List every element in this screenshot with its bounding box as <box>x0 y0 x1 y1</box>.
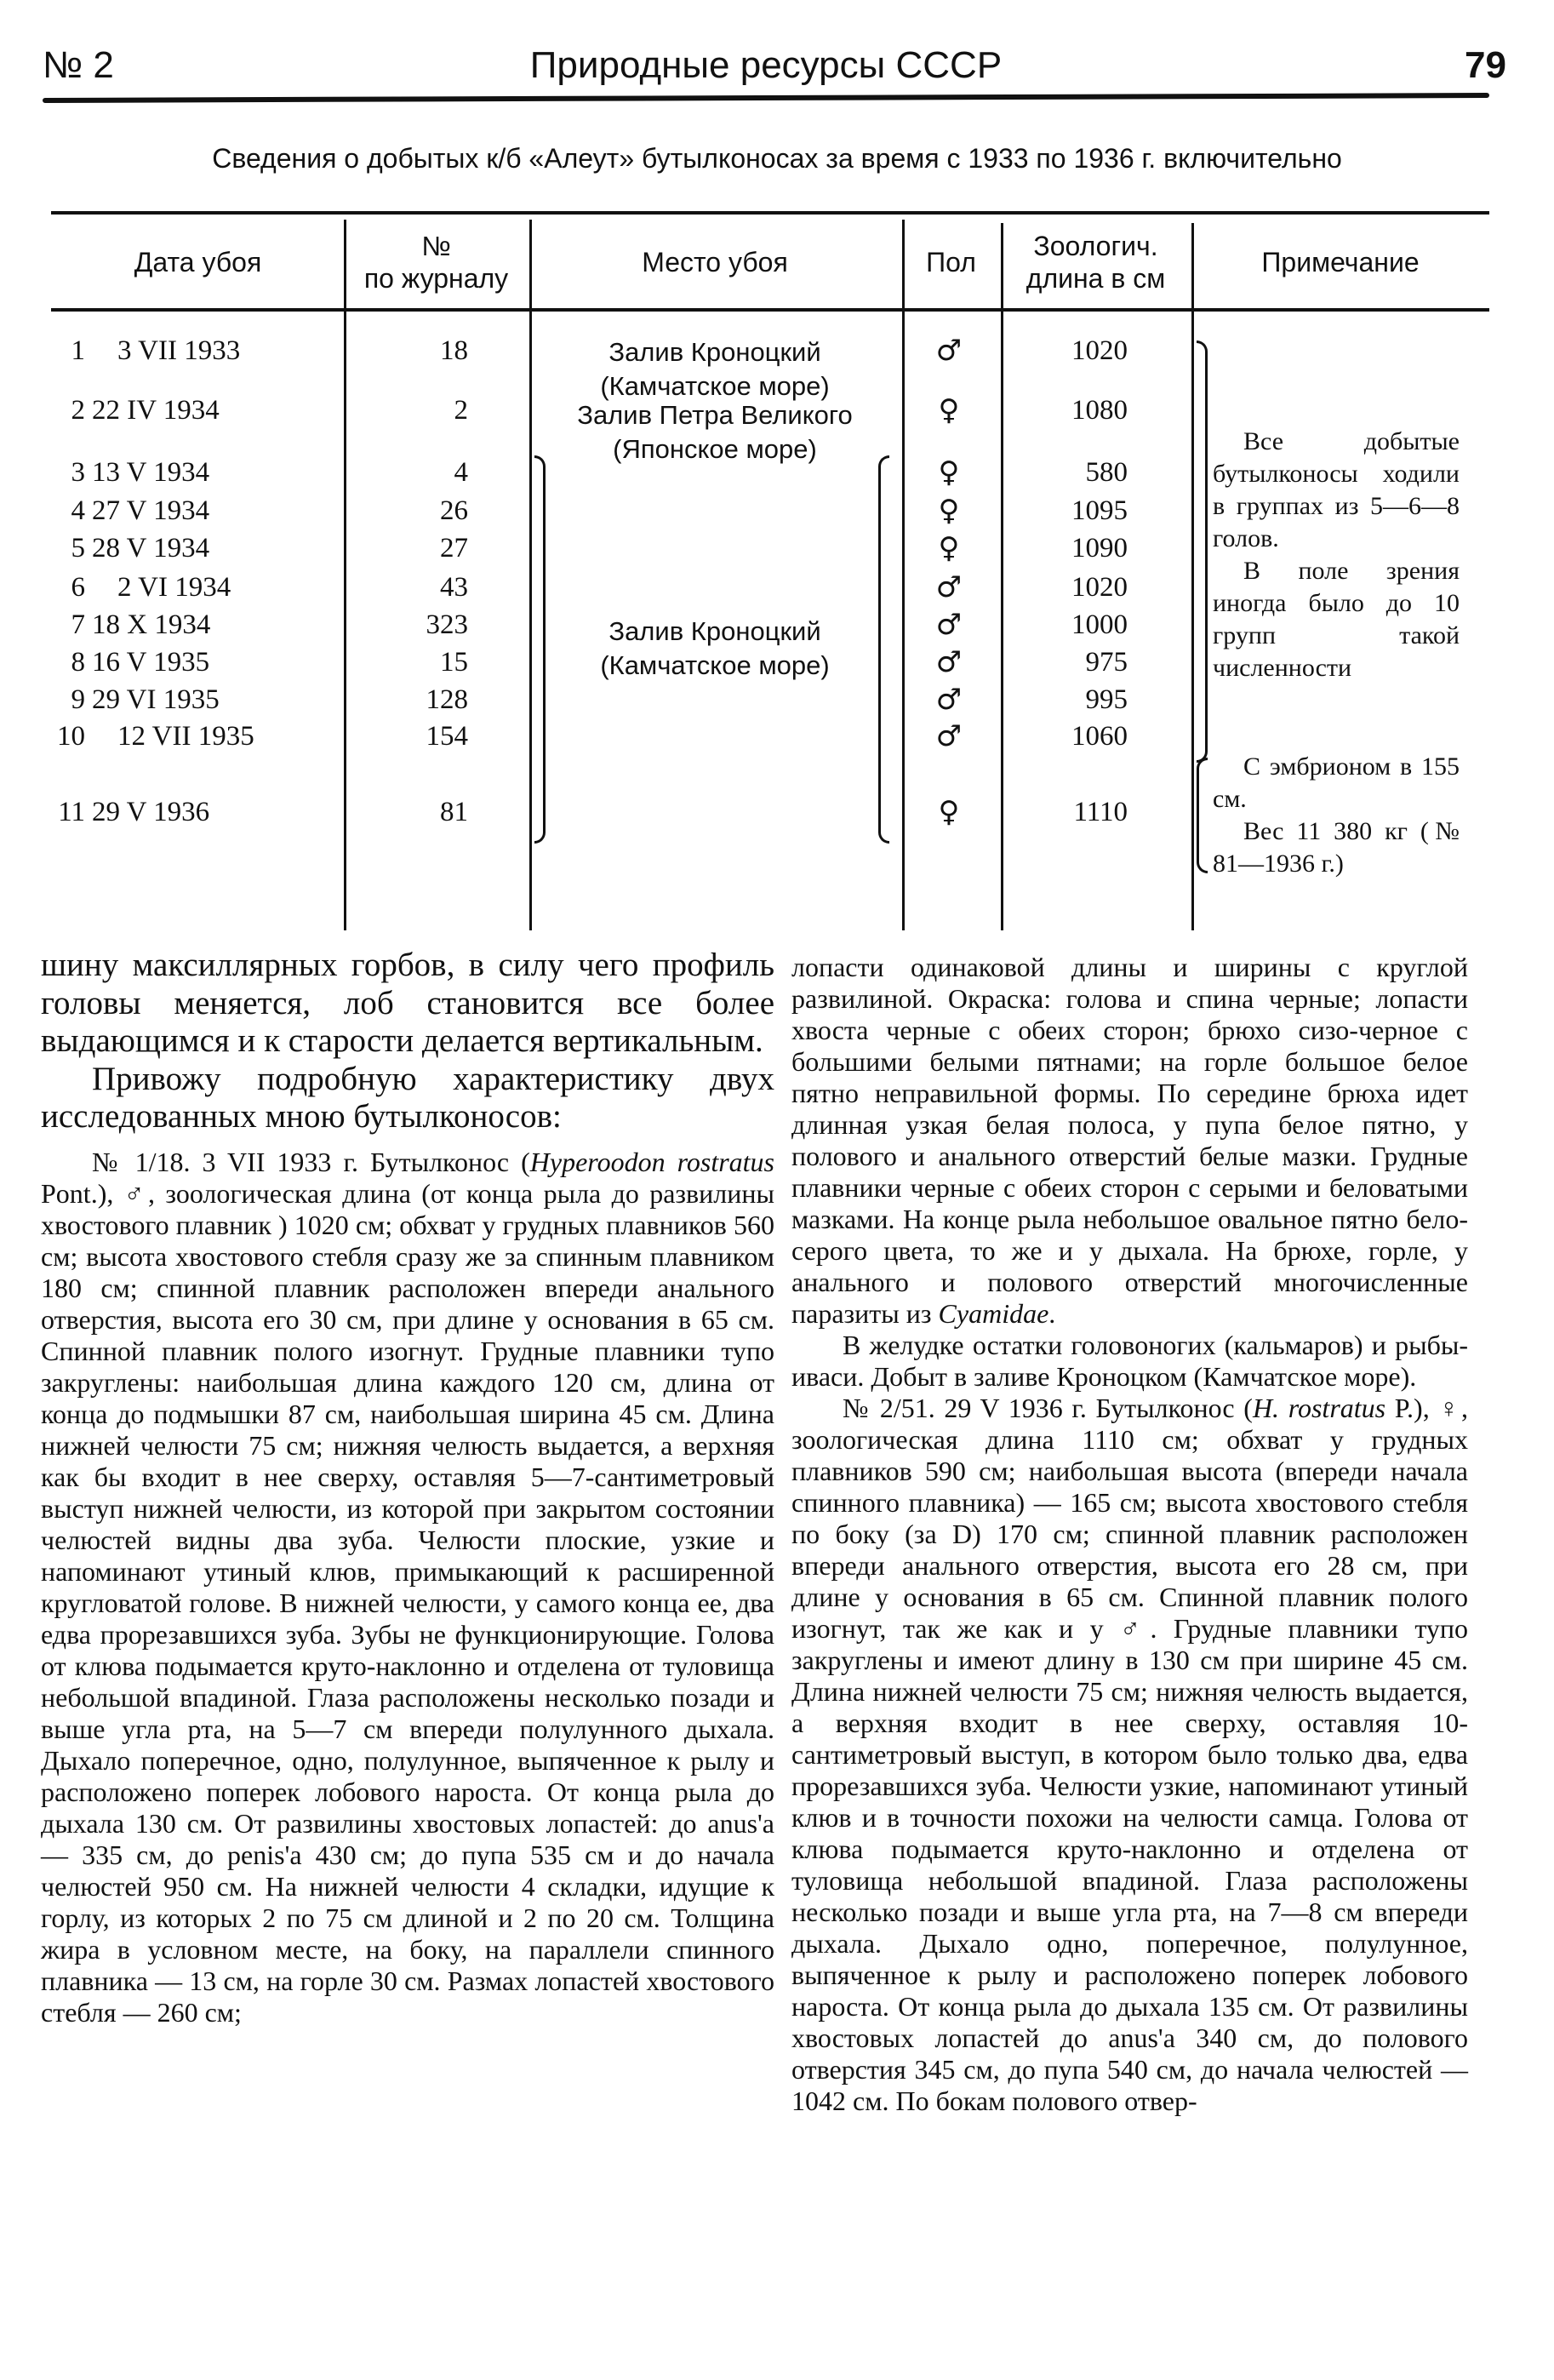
row-date: 2 VI 1934 <box>117 572 231 603</box>
row-date: 22 IV 1934 <box>92 395 220 426</box>
row-length: 975 <box>1085 647 1128 678</box>
row-sex: ♀ <box>938 795 960 829</box>
row-date: 12 VII 1935 <box>117 721 254 752</box>
row-length: 1090 <box>1071 533 1128 564</box>
col-header-date-label: Дата убоя <box>134 247 262 277</box>
text-run: № 1/18. 3 VII 1933 г. Бутылконос ( <box>92 1146 530 1177</box>
row-sex: ♀ <box>938 531 960 565</box>
row-number: 10 <box>57 721 85 752</box>
col-header-journal-sub: по журналу <box>363 263 509 294</box>
note-last-p1: С эмбрионом в 155 см. <box>1213 752 1460 813</box>
row-journal: 81 <box>440 797 468 827</box>
row-length: 1000 <box>1071 609 1128 640</box>
row-journal: 323 <box>426 609 468 640</box>
row-number: 4 <box>71 495 85 526</box>
note-last-brace <box>1197 758 1208 873</box>
row-number: 3 <box>71 457 85 488</box>
row-journal: 26 <box>440 495 468 526</box>
place-group-line1: Залив Кроноцкий <box>608 616 821 646</box>
col-header-length <box>1000 220 1191 305</box>
col-header-note-label: Примечание <box>1261 247 1420 277</box>
row-number: 7 <box>71 609 85 640</box>
paragraph <box>791 952 1468 1330</box>
text-run: . <box>1048 1298 1056 1329</box>
row-journal: 2 <box>454 395 468 426</box>
row-length: 580 <box>1085 457 1128 488</box>
row-length: 1020 <box>1071 572 1128 603</box>
col-header-length-2: длина в см <box>1026 263 1166 294</box>
place-row-2 <box>536 398 894 466</box>
row-date: 29 V 1936 <box>92 797 210 827</box>
text-run: лопасти одинаковой длины и ширины с круглой развилиной. Окраска: голова и спина черные; лопасти хвоста черные с обеих сторон; брюхо сизо-черное с большими белыми пятнами; на горле большое белое пятно неправильной формы. По середине брюха идет длинная узкая белая полоса, у пупа белое пятно, у полового и анального отверстий белые мазки. Грудные плавники черные с обеих сторон с серыми и беловатыми мазками. На конце рыла небольшое овальное пятно бело-серого цвета, то же и у дыхала. На брюхе, горле, у анального и полового отверстий многочисленные паразиты из <box>791 952 1468 1329</box>
text-run: P.), ♀, зоологическая длина 1110 см; обхват у грудных плавников 590 см; наибольшая высота (впереди начала спинного плавника) — 165 см; высота хвостового стебля по боку (за D) 170 см; спинной плавник расположен впереди анального отверстия, высота его 28 см, при длине у основания в 65 см. Спинной плавник полого изогнут, так же как и у ♂. Грудные плавники тупо закруглены и имеют длину в 130 см при ширине 45 см. Длина нижней челюсти 75 см; нижняя челюсть выдается, а верхняя входит в нее сверху, оставляя 10-сантиметровый выступ, в котором было только два, едва прорезавшихся зуба. Челюсти узкие, напоминают утиный клюв и в точности похожи на челюсти самца. Голова от клюва подымается круто-наклонно и отделена от туловища небольшой впадиной. Глаза расположены несколько позади и выше угла рта, на 7—8 см впереди дыхала. Дыхало одно, поперечное, полулунное, выпяченное к рылу и расположено поперек лобового нароста. От конца рыла до дыхала 135 см. От развилины хвостовых лопастей до anus'а 340 см, до полового отверстия 345 см, до пупа 540 см, до начала челюстей — 1042 см. По бокам полового отвер- <box>791 1393 1469 2116</box>
journal-title: Природные ресурсы СССР <box>529 44 1003 86</box>
issue-number: № 2 <box>43 44 114 86</box>
row-journal: 18 <box>440 335 468 366</box>
left-brace <box>534 455 546 844</box>
latin-name: H. rostratus <box>1252 1393 1386 1423</box>
note-group-p1: Все добытые бутылконосы ходили в группах из 5—6—8 голов. <box>1213 427 1460 552</box>
place-row-1-line1: Залив Кроноцкий <box>608 337 821 367</box>
row-journal: 4 <box>454 457 468 488</box>
note-group <box>1213 426 1460 684</box>
col-divider <box>1001 223 1003 930</box>
right-brace <box>878 455 889 844</box>
body-left-column <box>41 947 774 2028</box>
col-divider <box>529 220 532 930</box>
row-date: 16 V 1935 <box>92 647 210 678</box>
table-title: Сведения о добытых к/б «Алеут» бутылконосах за время с 1933 по 1936 г. включительно <box>212 143 1342 174</box>
row-journal: 15 <box>440 647 468 678</box>
note-brace <box>1197 340 1208 763</box>
text-run: Pont.), ♂, зоологическая длина (от конца рыла до развилины хвостового плавник ) 1020 см; обхват у грудных плавников 560 см; высота хвостового стебля сразу же за спинным плавником 180 см; спинной плавник расположен впереди анального отверстия, высота его 30 см, при длине у основания в 65 см. Спинной плавник полого изогнут. Грудные плавники тупо закруглены: наибольшая длина каждого 120 см, длина от конца до подмышки 87 см, наибольшая ширина 45 см. Длина нижней челюсти 75 см; нижняя челюсть выдается, а верхняя как бы входит в нее сверху, оставляя 5—7-сантиметровый выступ нижней челюсти, из которой при закрытом состоянии челюстей видны два зуба. Челюсти плоские, узкие и напоминают утиный клюв, примыкающий к расширенной кругловатой голове. В нижней челюсти, у самого конца ее, два едва прорезавшихся зуба. Зубы не функционирующие. Голова от клюва подымается круто-наклонно и отделена от туловища небольшой впадиной. Глаза расположены несколько позади и выше угла рта, на 5—7 см впереди полулунного дыхала. Дыхало поперечное, одно, полулунное, выпяченное к рылу и расположено поперек лобового нароста. От конца рыла до дыхала 130 см. От развилины хвостовых лопастей: до anus'а — 335 см, до penis'а 430 см; до пупа 535 см и до начала челюстей 950 см. На нижней челюсти 4 складки, идущие к горлу, из которых 2 по 75 см длиной и 2 по 20 см. Толщина жира в условном месте, на боку, на параллели спинного плавника — 13 см, на горле 30 см. Размах лопастей хвостового стебля — 260 см; <box>41 1177 774 2028</box>
row-length: 1080 <box>1071 395 1128 426</box>
body-right-column <box>791 952 1468 2117</box>
row-date: 3 VII 1933 <box>117 335 241 366</box>
latin-name: Hyperoodon rostratus <box>529 1146 775 1177</box>
col-divider <box>1191 223 1194 930</box>
place-group-line2: (Камчатское море) <box>600 650 830 680</box>
table-header-rule <box>51 308 1489 312</box>
row-length: 1095 <box>1071 495 1128 526</box>
row-number: 5 <box>71 533 85 564</box>
place-row-1-line2: (Камчатское море) <box>600 371 830 401</box>
row-sex: ♂ <box>935 645 963 679</box>
text-run: № 2/51. 29 V 1936 г. Бутылконос ( <box>843 1393 1253 1423</box>
col-header-note <box>1191 220 1489 305</box>
place-row-2-line1: Залив Петра Великого <box>577 400 853 430</box>
col-header-place-label: Место убоя <box>642 247 788 277</box>
row-number: 8 <box>71 647 85 678</box>
col-header-journal-no: № <box>421 231 451 261</box>
row-number: 9 <box>71 684 85 715</box>
table-top-rule <box>51 211 1489 215</box>
row-sex: ♂ <box>935 719 963 753</box>
col-header-journal <box>345 220 528 305</box>
paragraph: шину максиллярных горбов, в силу чего профиль головы меняется, лоб становится все более выдающимся и к старости делается вертикальным. <box>41 947 774 1059</box>
paragraph: Привожу подробную характеристику двух исследованных мною бутылконосов: <box>41 1060 774 1135</box>
row-number: 1 <box>71 335 85 366</box>
row-journal: 27 <box>440 533 468 564</box>
col-header-length-1: Зоологич. <box>1033 231 1158 261</box>
row-journal: 154 <box>426 721 468 752</box>
row-number: 11 <box>58 797 85 827</box>
row-sex: ♂ <box>935 334 963 368</box>
place-row-1 <box>536 335 894 403</box>
row-date: 27 V 1934 <box>92 495 210 526</box>
row-sex: ♂ <box>935 570 963 604</box>
col-header-place <box>528 220 902 305</box>
row-number: 2 <box>71 395 85 426</box>
row-number: 6 <box>71 572 85 603</box>
row-sex: ♂ <box>935 608 963 642</box>
row-sex: ♀ <box>938 494 960 528</box>
col-header-date <box>51 220 345 305</box>
row-journal: 43 <box>440 572 468 603</box>
running-head <box>43 44 1506 95</box>
col-divider <box>902 220 905 930</box>
row-length: 1020 <box>1071 335 1128 366</box>
row-date: 29 VI 1935 <box>92 684 220 715</box>
row-sex: ♀ <box>938 393 960 427</box>
place-row-2-line2: (Японское море) <box>613 434 817 464</box>
paragraph: В желудке остатки головоногих (кальмаров) и рыбы-иваси. Добыт в заливе Кроноцком (Камчатское море). <box>791 1330 1468 1392</box>
note-last <box>1213 751 1460 880</box>
col-header-sex-label: Пол <box>926 247 976 277</box>
row-date: 13 V 1934 <box>92 457 210 488</box>
note-last-p2: Вес 11 380 кг (№ 81—1936 г.) <box>1213 817 1460 878</box>
latin-name: Cyamidae <box>938 1298 1049 1329</box>
specimen-1-description <box>41 1147 774 2028</box>
row-length: 995 <box>1085 684 1128 715</box>
place-group <box>553 615 877 683</box>
row-date: 18 X 1934 <box>92 609 211 640</box>
row-sex: ♀ <box>938 455 960 489</box>
specimen-2-description <box>791 1393 1468 2117</box>
page-number: 79 <box>1465 44 1506 86</box>
note-group-p2: В поле зрения иногда было до 10 групп такой численности <box>1213 557 1460 682</box>
row-journal: 128 <box>426 684 468 715</box>
col-header-sex <box>902 220 1000 305</box>
row-sex: ♂ <box>935 683 963 717</box>
row-length: 1110 <box>1073 797 1128 827</box>
row-date: 28 V 1934 <box>92 533 210 564</box>
row-length: 1060 <box>1071 721 1128 752</box>
